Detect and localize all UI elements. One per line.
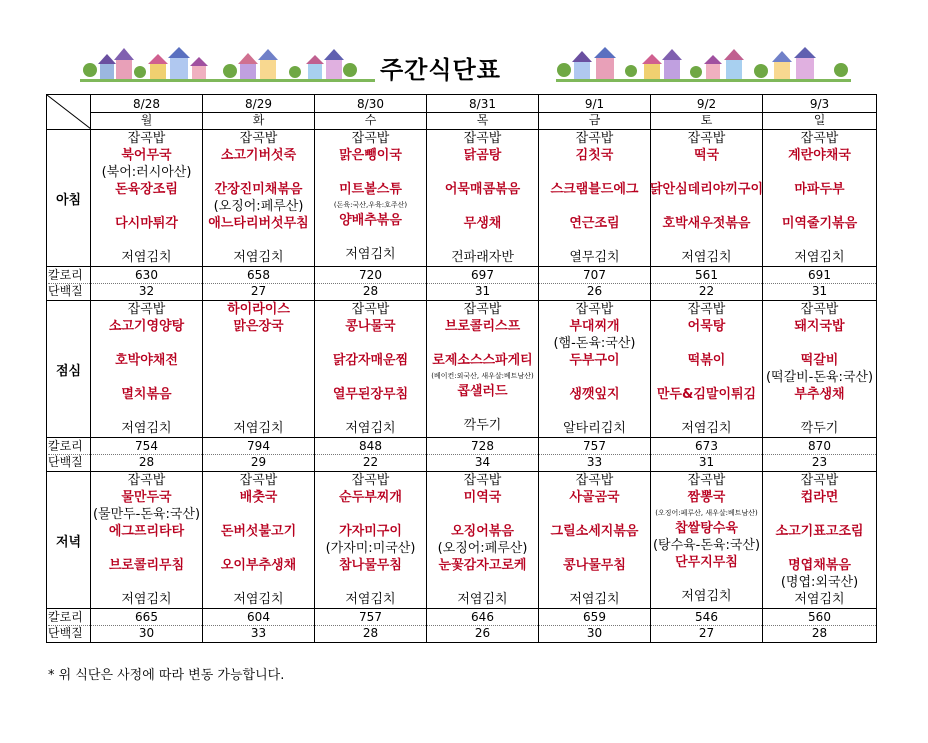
dish-name: 저염김치 xyxy=(121,592,172,607)
protein-label: 단백질 xyxy=(48,626,83,640)
nutrition-cell xyxy=(539,438,651,472)
dish-name: 저염김치 xyxy=(569,592,620,607)
breakfast-menu-cell xyxy=(91,130,203,267)
day-header xyxy=(91,95,203,130)
nutrition-cell xyxy=(763,438,877,472)
nutrition-label-cell xyxy=(47,609,91,643)
dish-name: 저염김치 xyxy=(121,421,172,436)
dinner-menu-cell xyxy=(91,472,203,609)
calorie-value: 659 xyxy=(539,610,650,626)
dish-name: 두부구이 xyxy=(569,353,620,368)
dish-name: 돈육장조림 xyxy=(115,182,178,197)
dish-name: 깍두기 xyxy=(800,421,839,436)
dish-name: 어묵탕 xyxy=(687,319,726,334)
lunch-row xyxy=(47,301,877,438)
day-header xyxy=(539,95,651,130)
lunch-nutrition-row xyxy=(47,438,877,472)
dinner-row xyxy=(47,472,877,609)
origin-note: (가자미:미국산) xyxy=(325,541,416,556)
day-of-week: 금 xyxy=(588,112,601,127)
dinner-menu-cell xyxy=(539,472,651,609)
dish-name: 맑은뺑이국 xyxy=(339,148,402,163)
dish-name: 로제소스스파게티 xyxy=(432,353,533,368)
dish-name: 미역줄기볶음 xyxy=(781,216,858,231)
calorie-value: 646 xyxy=(427,610,538,626)
nutrition-cell xyxy=(651,609,763,643)
dish-name: 잡곡밥 xyxy=(463,302,502,317)
dish-name: 잡곡밥 xyxy=(127,131,166,146)
dish-name: 만두&김말이튀김 xyxy=(656,387,757,402)
protein-value: 30 xyxy=(138,626,155,640)
dish-name: 잡곡밥 xyxy=(351,131,390,146)
dinner-label: 저녁 xyxy=(47,472,91,609)
dish-name: 잡곡밥 xyxy=(463,131,502,146)
dinner-menu-cell xyxy=(651,472,763,609)
origin-note: (오징어:페루산, 새우살:베트남산) xyxy=(655,509,758,517)
page-title: 주간식단표 xyxy=(380,56,501,84)
calorie-value: 630 xyxy=(91,268,202,284)
protein-value: 28 xyxy=(138,455,155,469)
breakfast-menu-cell xyxy=(315,130,427,267)
dish-name: 잡곡밥 xyxy=(351,302,390,317)
protein-value: 29 xyxy=(250,455,267,469)
corner-cell xyxy=(47,95,91,130)
dish-name: 멸치볶음 xyxy=(121,387,172,402)
dish-name: 콩나물국 xyxy=(345,319,396,334)
calorie-label: 칼로리 xyxy=(48,610,90,626)
dish-name: 저염김치 xyxy=(233,250,284,265)
lunch-label: 점심 xyxy=(47,301,91,438)
dish-name: 마파두부 xyxy=(794,182,845,197)
weekly-menu-table xyxy=(46,94,877,643)
dinner-menu-cell xyxy=(315,472,427,609)
dish-name: 잡곡밥 xyxy=(687,131,726,146)
dish-name: 열무된장무침 xyxy=(332,387,409,402)
day-of-week: 토 xyxy=(700,112,713,127)
origin-note: (햄-돈육:국산) xyxy=(553,336,636,351)
breakfast-menu-cell xyxy=(539,130,651,267)
calorie-value: 757 xyxy=(539,439,650,455)
nutrition-cell xyxy=(539,267,651,301)
day-date: 8/28 xyxy=(91,97,202,113)
calorie-value: 794 xyxy=(203,439,314,455)
protein-value: 23 xyxy=(811,455,828,469)
dish-name: 저염김치 xyxy=(681,589,732,604)
dish-name: 잡곡밥 xyxy=(575,302,614,317)
nutrition-label-cell xyxy=(47,267,91,301)
day-of-week: 월 xyxy=(140,112,153,127)
breakfast-menu-cell xyxy=(427,130,539,267)
dish-name: 찹쌀탕수육 xyxy=(675,521,738,536)
dish-name: 애느타리버섯무침 xyxy=(208,216,309,231)
nutrition-cell xyxy=(651,267,763,301)
dish-name: 잡곡밥 xyxy=(687,473,726,488)
calorie-value: 673 xyxy=(651,439,762,455)
protein-value: 33 xyxy=(250,626,267,640)
protein-value: 32 xyxy=(138,284,155,298)
protein-value: 28 xyxy=(362,284,379,298)
day-of-week: 일 xyxy=(813,112,826,127)
dish-name: 연근조림 xyxy=(569,216,620,231)
nutrition-cell xyxy=(315,438,427,472)
nutrition-cell xyxy=(427,609,539,643)
dish-name: 간장진미채볶음 xyxy=(214,182,303,197)
calorie-value: 754 xyxy=(91,439,202,455)
dish-name: 미트볼스튜 xyxy=(339,182,402,197)
lunch-menu-cell xyxy=(651,301,763,438)
breakfast-nutrition-row xyxy=(47,267,877,301)
day-date: 8/29 xyxy=(203,97,314,113)
nutrition-cell xyxy=(203,267,315,301)
diagonal-divider xyxy=(47,95,91,129)
dish-name: 깍두기 xyxy=(463,418,502,433)
lunch-menu-cell xyxy=(427,301,539,438)
calorie-value: 560 xyxy=(763,610,876,626)
lunch-menu-cell xyxy=(763,301,877,438)
dinner-menu-cell xyxy=(763,472,877,609)
dish-name: 호박야채전 xyxy=(115,353,178,368)
dish-name: 짬뽕국 xyxy=(687,490,726,505)
dish-name: 열무김치 xyxy=(569,250,620,265)
dish-name: 잡곡밥 xyxy=(575,473,614,488)
dish-name: 생깻잎지 xyxy=(569,387,620,402)
dish-name: 콩나물무침 xyxy=(563,558,626,573)
dish-name: 저염김치 xyxy=(681,250,732,265)
dish-name: 명엽채볶음 xyxy=(788,558,851,573)
calorie-label: 칼로리 xyxy=(48,439,90,455)
dish-name: 소고기표고조림 xyxy=(775,524,864,539)
protein-value: 28 xyxy=(362,626,379,640)
dish-name: 돼지국밥 xyxy=(794,319,845,334)
protein-value: 22 xyxy=(698,284,715,298)
nutrition-cell xyxy=(91,609,203,643)
protein-value: 27 xyxy=(250,284,267,298)
dinner-menu-cell xyxy=(427,472,539,609)
dish-name: 떡볶이 xyxy=(687,353,726,368)
origin-note: (북어:러시아산) xyxy=(101,165,192,180)
day-header xyxy=(315,95,427,130)
nutrition-cell xyxy=(763,267,877,301)
dish-name: 저염김치 xyxy=(681,421,732,436)
dish-name: 닭안심데리야끼구이 xyxy=(649,182,764,197)
dish-name: 저염김치 xyxy=(233,592,284,607)
calorie-value: 728 xyxy=(427,439,538,455)
calorie-value: 848 xyxy=(315,439,426,455)
dish-name: 저염김치 xyxy=(345,247,396,262)
dish-name: 맑은장국 xyxy=(233,319,284,334)
dish-name: 저염김치 xyxy=(794,592,845,607)
dish-name: 브로콜리스프 xyxy=(444,319,521,334)
protein-value: 28 xyxy=(811,626,828,640)
day-date: 9/2 xyxy=(651,97,762,113)
calorie-value: 561 xyxy=(651,268,762,284)
dish-name: 물만두국 xyxy=(121,490,172,505)
breakfast-menu-cell xyxy=(763,130,877,267)
calorie-value: 707 xyxy=(539,268,650,284)
dish-name: 잡곡밥 xyxy=(239,131,278,146)
dish-name: 다시마튀각 xyxy=(115,216,178,231)
origin-note: (베이컨:외국산, 새우살:베트남산) xyxy=(431,372,534,380)
calorie-value: 665 xyxy=(91,610,202,626)
protein-value: 31 xyxy=(698,455,715,469)
dish-name: 오이부추생채 xyxy=(220,558,297,573)
nutrition-cell xyxy=(91,438,203,472)
day-of-week: 화 xyxy=(252,112,265,127)
nutrition-cell xyxy=(203,609,315,643)
dish-name: 오징어볶음 xyxy=(451,524,514,539)
dish-name: 부추생채 xyxy=(794,387,845,402)
dish-name: 배춧국 xyxy=(239,490,278,505)
dish-name: 브로콜리무침 xyxy=(108,558,185,573)
day-header xyxy=(427,95,539,130)
nutrition-cell xyxy=(427,438,539,472)
dish-name: 저염김치 xyxy=(794,250,845,265)
breakfast-menu-cell xyxy=(203,130,315,267)
lunch-menu-cell xyxy=(91,301,203,438)
nutrition-cell xyxy=(427,267,539,301)
dish-name: 콥샐러드 xyxy=(457,384,508,399)
day-of-week: 수 xyxy=(364,112,377,127)
origin-note: (떡갈비-돈육:국산) xyxy=(765,370,874,385)
dish-name: 컵라면 xyxy=(800,490,839,505)
dish-name: 부대찌개 xyxy=(569,319,620,334)
calorie-label: 칼로리 xyxy=(48,268,90,284)
dish-name: 건파래자반 xyxy=(451,250,514,265)
dish-name: 저염김치 xyxy=(233,421,284,436)
day-header xyxy=(651,95,763,130)
day-header xyxy=(763,95,877,130)
nutrition-cell xyxy=(539,609,651,643)
day-date: 9/1 xyxy=(539,97,650,113)
nutrition-cell xyxy=(763,609,877,643)
dish-name: 단무지무침 xyxy=(675,555,738,570)
nutrition-cell xyxy=(315,267,427,301)
dish-name: 잡곡밥 xyxy=(463,473,502,488)
dinner-menu-cell xyxy=(203,472,315,609)
dish-name: 떡국 xyxy=(693,148,720,163)
origin-note: (물만두-돈육:국산) xyxy=(92,507,201,522)
dish-name: 잡곡밥 xyxy=(351,473,390,488)
protein-value: 31 xyxy=(811,284,828,298)
protein-value: 34 xyxy=(474,455,491,469)
dish-name: 닭곰탕 xyxy=(463,148,502,163)
protein-value: 33 xyxy=(586,455,603,469)
origin-note: (오징어:페루산) xyxy=(213,199,304,214)
dish-name: 닭감자매운찜 xyxy=(332,353,409,368)
dish-name: 하이라이스 xyxy=(227,302,290,317)
dish-name: 잡곡밥 xyxy=(239,473,278,488)
breakfast-menu-cell xyxy=(651,130,763,267)
dish-name: 잡곡밥 xyxy=(127,302,166,317)
day-header xyxy=(203,95,315,130)
dinner-nutrition-row xyxy=(47,609,877,643)
dish-name: 저염김치 xyxy=(457,592,508,607)
dish-name: 참나물무침 xyxy=(339,558,402,573)
calorie-value: 691 xyxy=(763,268,876,284)
dish-name: 잡곡밥 xyxy=(800,473,839,488)
nutrition-cell xyxy=(315,609,427,643)
dish-name: 눈꽃감자고로케 xyxy=(438,558,527,573)
dish-name: 가자미구이 xyxy=(339,524,402,539)
calorie-value: 658 xyxy=(203,268,314,284)
calorie-value: 720 xyxy=(315,268,426,284)
day-date: 8/31 xyxy=(427,97,538,113)
lunch-menu-cell xyxy=(539,301,651,438)
nutrition-cell xyxy=(203,438,315,472)
nutrition-cell xyxy=(91,267,203,301)
day-of-week: 목 xyxy=(476,112,489,127)
lunch-menu-cell xyxy=(203,301,315,438)
origin-note: (명엽:외국산) xyxy=(780,575,859,590)
village-decoration-left xyxy=(80,46,375,84)
origin-note: (탕수육-돈육:국산) xyxy=(652,538,761,553)
dish-name: 잡곡밥 xyxy=(800,302,839,317)
calorie-value: 604 xyxy=(203,610,314,626)
protein-label: 단백질 xyxy=(48,284,83,298)
lunch-menu-cell xyxy=(315,301,427,438)
calorie-value: 546 xyxy=(651,610,762,626)
dish-name: 스크램블드에그 xyxy=(550,182,639,197)
dish-name: 떡갈비 xyxy=(800,353,839,368)
protein-value: 22 xyxy=(362,455,379,469)
dish-name: 저염김치 xyxy=(345,592,396,607)
dish-name: 김칫국 xyxy=(575,148,614,163)
calorie-value: 870 xyxy=(763,439,876,455)
origin-note: (돈육:국산,우육:호주산) xyxy=(333,201,408,209)
dish-name: 잡곡밥 xyxy=(575,131,614,146)
dish-name: 순두부찌개 xyxy=(339,490,402,505)
day-date: 8/30 xyxy=(315,97,426,113)
dish-name: 무생채 xyxy=(463,216,502,231)
protein-value: 27 xyxy=(698,626,715,640)
dish-name: 그릴소세지볶음 xyxy=(550,524,639,539)
nutrition-cell xyxy=(651,438,763,472)
protein-value: 30 xyxy=(586,626,603,640)
dish-name: 호박새우젓볶음 xyxy=(662,216,751,231)
dish-name: 잡곡밥 xyxy=(687,302,726,317)
calorie-value: 697 xyxy=(427,268,538,284)
protein-value: 31 xyxy=(474,284,491,298)
dish-name: 북어무국 xyxy=(121,148,172,163)
protein-value: 26 xyxy=(586,284,603,298)
breakfast-label: 아침 xyxy=(47,130,91,267)
village-decoration-right xyxy=(556,46,851,84)
dish-name: 미역국 xyxy=(463,490,502,505)
origin-note: (오징어:페루산) xyxy=(437,541,528,556)
protein-label: 단백질 xyxy=(48,455,83,469)
dish-name: 소고기버섯죽 xyxy=(220,148,297,163)
header-row xyxy=(47,95,877,130)
dish-name: 잡곡밥 xyxy=(127,473,166,488)
dish-name: 양배추볶음 xyxy=(339,213,402,228)
dish-name: 저염김치 xyxy=(121,250,172,265)
breakfast-row xyxy=(47,130,877,267)
dish-name: 에그프리타타 xyxy=(108,524,185,539)
dish-name: 돈버섯불고기 xyxy=(220,524,297,539)
dish-name: 사골곰국 xyxy=(569,490,620,505)
nutrition-label-cell xyxy=(47,438,91,472)
dish-name: 어묵매콤볶음 xyxy=(444,182,521,197)
dish-name: 잡곡밥 xyxy=(800,131,839,146)
dish-name: 소고기영양탕 xyxy=(108,319,185,334)
dish-name: 계란야채국 xyxy=(788,148,851,163)
dish-name: 알타리김치 xyxy=(563,421,626,436)
dish-name: 저염김치 xyxy=(345,421,396,436)
calorie-value: 757 xyxy=(315,610,426,626)
day-date: 9/3 xyxy=(763,97,876,113)
protein-value: 26 xyxy=(474,626,491,640)
footer-note: * 위 식단은 사정에 따라 변동 가능합니다. xyxy=(48,668,285,683)
